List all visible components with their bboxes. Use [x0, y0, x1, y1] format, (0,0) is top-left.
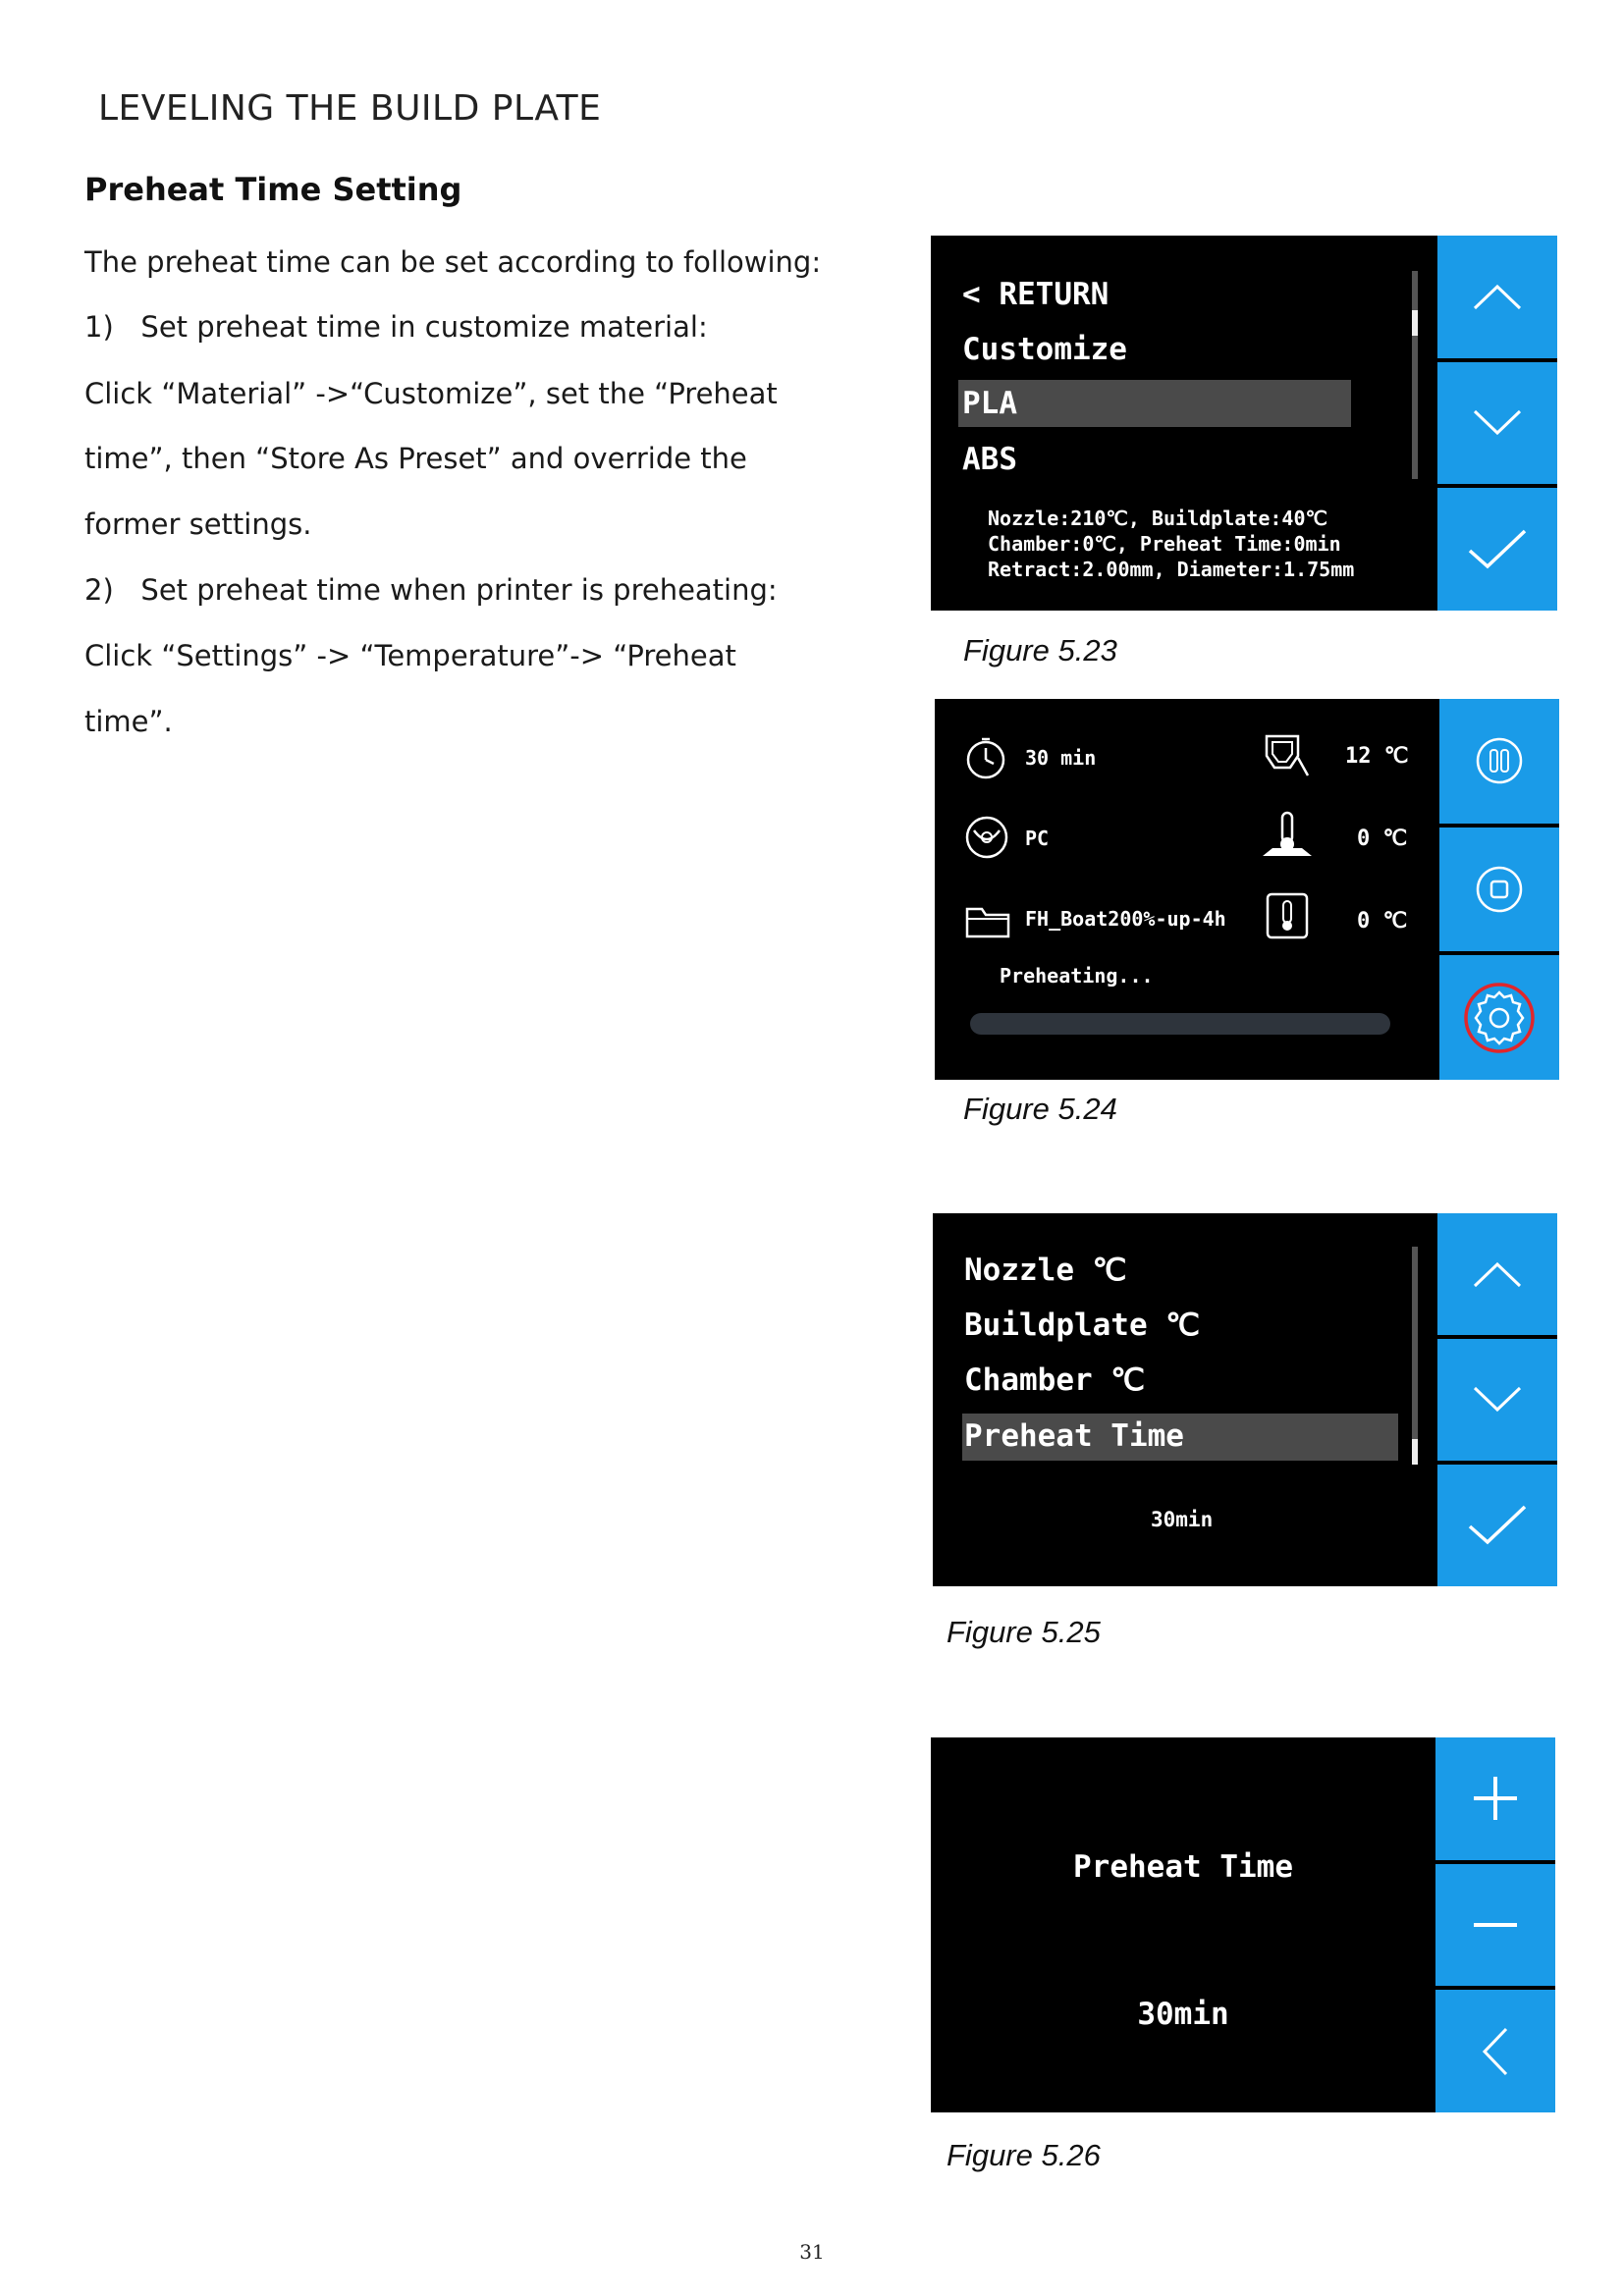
back-button[interactable] — [1435, 1990, 1555, 2112]
gear-icon — [1462, 981, 1537, 1055]
section-title: LEVELING THE BUILD PLATE — [98, 88, 602, 129]
chevron-up-icon — [1471, 281, 1524, 312]
progress-bar — [970, 1013, 1390, 1035]
menu-item-customize[interactable]: Customize — [962, 332, 1127, 367]
material-info-line: Chamber:0℃, Preheat Time:0min — [988, 532, 1341, 556]
pause-icon — [1474, 735, 1525, 786]
figure-caption: Figure 5.23 — [963, 633, 1117, 667]
paragraph-line: The preheat time can be set according to following: — [84, 245, 822, 279]
paragraph-line: Click “Settings” -> “Temperature”-> “Preheat — [84, 639, 736, 672]
material-info-line: Nozzle:210℃, Buildplate:40℃ — [988, 507, 1327, 530]
status-text: Preheating... — [1000, 964, 1154, 988]
folder-icon — [964, 903, 1011, 940]
minus-icon — [1471, 1920, 1520, 1930]
menu-item-preheat-time[interactable]: Preheat Time — [964, 1418, 1184, 1454]
paragraph-line: former settings. — [84, 507, 312, 541]
increase-button[interactable] — [1435, 1737, 1555, 1860]
scrollbar[interactable] — [1412, 271, 1418, 479]
printing-status-screen — [935, 699, 1559, 1080]
decrease-button[interactable] — [1435, 1864, 1555, 1987]
subsection-title: Preheat Time Setting — [84, 171, 462, 208]
temperature-menu-screen — [933, 1213, 1557, 1586]
check-icon — [1466, 527, 1529, 572]
material-menu-screen — [931, 236, 1557, 611]
buildplate-temperature: 0 ℃ — [1357, 827, 1408, 851]
plus-icon — [1471, 1774, 1520, 1823]
menu-item-abs[interactable]: ABS — [962, 442, 1017, 477]
paragraph-line: 2) Set preheat time when printer is preheating: — [84, 573, 778, 607]
stop-icon — [1474, 864, 1525, 915]
print-time: 30 min — [1025, 746, 1097, 770]
menu-item-chamber[interactable]: Chamber ℃ — [964, 1362, 1146, 1398]
confirm-button[interactable] — [1437, 488, 1557, 611]
nozzle-icon — [1263, 732, 1312, 779]
preheat-time-value: 30min — [1151, 1508, 1214, 1531]
chevron-down-icon — [1471, 407, 1524, 439]
confirm-button[interactable] — [1437, 1465, 1557, 1586]
chevron-down-icon — [1471, 1384, 1524, 1415]
buildplate-icon — [1259, 809, 1316, 860]
scroll-up-button[interactable] — [1437, 1213, 1557, 1335]
figure-caption: Figure 5.26 — [947, 2138, 1101, 2172]
material-name: PC — [1025, 827, 1050, 850]
selection-highlight — [958, 380, 1351, 427]
paragraph-line: time”. — [84, 705, 173, 738]
preheat-time-edit-screen — [931, 1737, 1555, 2112]
menu-item-buildplate[interactable]: Buildplate ℃ — [964, 1308, 1201, 1343]
chamber-temperature: 0 ℃ — [1357, 909, 1408, 934]
figure-caption: Figure 5.25 — [947, 1615, 1101, 1649]
stop-button[interactable] — [1439, 828, 1559, 952]
scrollbar[interactable] — [1412, 1247, 1418, 1465]
settings-button[interactable] — [1439, 955, 1559, 1080]
paragraph-line: 1) Set preheat time in customize material: — [84, 310, 708, 344]
menu-item-nozzle[interactable]: Nozzle ℃ — [964, 1253, 1127, 1288]
chevron-up-icon — [1471, 1258, 1524, 1290]
figure-caption: Figure 5.24 — [963, 1092, 1117, 1126]
paragraph-line: time”, then “Store As Preset” and override the — [84, 442, 747, 475]
file-name: FH_Boat200%-up-4h — [1025, 907, 1226, 931]
pause-button[interactable] — [1439, 699, 1559, 824]
scroll-down-button[interactable] — [1437, 362, 1557, 485]
menu-item-pla[interactable]: PLA — [962, 386, 1017, 421]
chamber-icon — [1265, 891, 1310, 940]
paragraph-line: Click “Material” ->“Customize”, set the “Preheat — [84, 377, 778, 410]
material-spool-icon — [964, 815, 1009, 860]
timer-icon — [964, 736, 1007, 779]
nozzle-temperature: 12 ℃ — [1345, 744, 1409, 769]
preheat-time-value: 30min — [1137, 1997, 1229, 2032]
scroll-down-button[interactable] — [1437, 1339, 1557, 1461]
page-number: 31 — [799, 2240, 825, 2264]
check-icon — [1466, 1503, 1529, 1548]
preheat-time-label: Preheat Time — [1073, 1849, 1293, 1885]
material-info-line: Retract:2.00mm, Diameter:1.75mm — [988, 558, 1355, 581]
scroll-up-button[interactable] — [1437, 236, 1557, 358]
menu-item-return[interactable]: < RETURN — [962, 277, 1110, 312]
back-icon — [1481, 2025, 1510, 2078]
